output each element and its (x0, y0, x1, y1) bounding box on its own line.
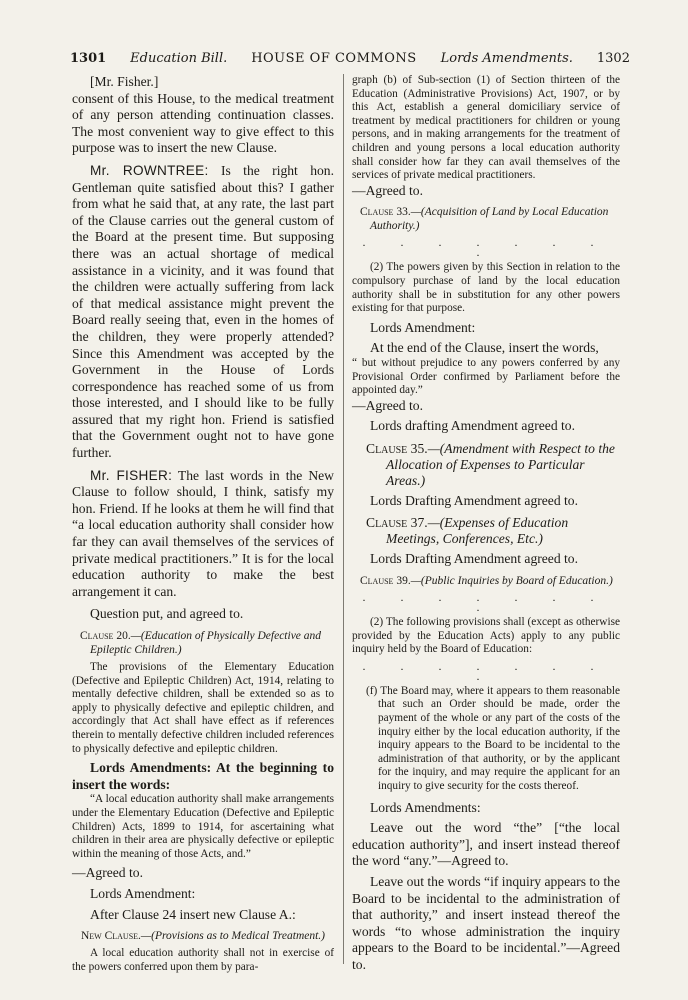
page-number-left: 1301 (70, 50, 107, 66)
lords-amendment-heading: Lords Amendment: (90, 885, 196, 901)
amendment-instruction: Leave out the word “the” [“the local education authority”], and insert instead thereof the word “any.”—Agreed to. (352, 820, 620, 869)
page-number-right: 1302 (596, 50, 630, 66)
amendment-text: “A local education authority shall make arrangements under the Elementary Education (Defective and Epileptic Children) Acts, 1899 to 1914, for ascertaining what children in their area are physically defective or epileptic within the meaning of those Acts, and.” (72, 793, 334, 860)
drafting-amendment-agreed: Lords Drafting Amendment agreed to. (370, 551, 579, 567)
speech-paragraph: Mr. ROWNTREE: Is the right hon. Gentleman quite satisfied about this? I gather from what he said that, at any rate, the last part of the Clause carries out the general custom of the Board at the present time. But supposing there was an actual shortage of medical assistance in a vicinity, and it was found that the children were actually suffering from lack of that medical assistance might prevent the Board really seeing that, even in the homes of the children, they were properly attended? Since this Amendment was accepted by the Government in the House of Lords correspondence has reached some of us from those interested, and I should like to be fully assured that my right hon. Friend is satisfied that the Government ought not to have gone further. (72, 162, 335, 461)
lords-amendments-heading: Lords Amendments: (370, 799, 481, 815)
clause-heading: Clause 35.—(Amendment with Respect to the Allocation of Expenses to Particular Areas.) (366, 440, 615, 488)
ellipsis-dots: . . . . . . . . (362, 590, 610, 615)
left-column (72, 74, 334, 974)
agreed-to: —Agreed to. (72, 865, 143, 881)
clause-subsection: (f) The Board may, where it appears to them reasonable that such an Order should be made, order the payment of the whole or any part of the costs of the inquiry either by the local education authority, if the inquiry appears to the Board to be incidental to the administration of that authority, or by the applicant for the inquiry, and may require the applicant for an inquiry to give security for the costs thereof. (366, 684, 620, 792)
running-title-right: Lords Amendments. (440, 50, 573, 66)
speech-paragraph: Mr. FISHER: The last words in the New Clause to follow should, I think, satisfy my hon. Friend. If he looks at them he will find that “a local education authority shall consider how far they can avail themselves of the services of private medical practitioners.” It is for the local education authority to make the best arrangement it can. (72, 467, 334, 599)
amendment-instruction: After Clause 24 insert new Clause A.: (90, 906, 296, 922)
question-put: Question put, and agreed to. (90, 606, 244, 622)
speaker-name: Mr. ROWNTREE: (90, 162, 209, 178)
amendment-instruction: Leave out the words “if inquiry appears to the Board to be incidental to the administration of that authority,” and insert instead thereof the words “to whose administration the inquiry appears to the Board to be incidental.”—Agreed to. (352, 873, 620, 972)
drafting-amendment-agreed: Lords drafting Amendment agreed to. (370, 418, 575, 434)
clause-heading: Clause 33.—(Acquisition of Land by Local Education Authority.) (360, 206, 609, 233)
column-divider (343, 74, 344, 964)
clause-heading: Clause 37.—(Expenses of Education Meetings, Conferences, Etc.) (366, 515, 569, 547)
right-column (352, 74, 620, 974)
running-title-center: HOUSE OF COMMONS (251, 50, 417, 66)
ellipsis-dots: . . . . . . . . (362, 235, 610, 260)
clause-text: (2) The following provisions shall (except as otherwise provided by the Education Acts) apply to any public inquiry held by the Board of Education: (352, 616, 620, 656)
agreed-to: —Agreed to. (352, 182, 423, 198)
speaker-name: Mr. FISHER: (90, 467, 173, 483)
clause-heading: Clause 20.—(Education of Physically Defective and Epileptic Children.) (80, 630, 322, 656)
amendment-text: “ but without prejudice to any powers conferred by any Provisional Order confirmed by Parliament before the appointed day.” (352, 356, 620, 397)
page-header (70, 48, 630, 68)
clause-text: A local education authority shall not in exercise of the powers conferred upon them by para- (72, 947, 334, 973)
speaker-continuation: [Mr. Fisher.] (90, 74, 159, 89)
lords-amendment-heading: Lords Amendment: (370, 319, 476, 335)
new-clause-heading: New Clause.—(Provisions as to Medical Treatment.) (80, 930, 326, 943)
drafting-amendment-agreed: Lords Drafting Amendment agreed to. (370, 492, 579, 508)
ellipsis-dots: . . . . . . . . (362, 658, 610, 683)
clause-heading: Clause 39.—(Public Inquiries by Board of Education.) (360, 575, 613, 588)
agreed-to: —Agreed to. (352, 397, 423, 413)
clause-text: (2) The powers given by this Section in relation to the compulsory purchase of land by the local education authority shall be in substitution for any other powers existing for that purpose. (352, 261, 620, 315)
running-title-left: Education Bill. (130, 50, 228, 66)
clause-text: The provisions of the Elementary Education (Defective and Epileptic Children) Act, 1914, relating to mentally defective children, shall be extended so as to apply to physically defective and epileptic children, and accordingly that Act shall have effect as if references therein to mentally defective children included references to physically defective and epileptic children. (72, 661, 334, 755)
amendment-instruction: At the end of the Clause, insert the words, (370, 340, 599, 356)
paragraph: consent of this House, to the medical treatment of any person attending continuation classes. The most convenient way to give effect to this purpose was to insert the new Clause. (72, 90, 334, 156)
clause-text-continued: graph (b) of Sub-section (1) of Section thirteen of the Education (Administrative Provisions) Act, 1907, or by this Act, establish a general domiciliary service of treatment by medical practitioners for children or young persons, and in making arrangements for the treatment of children and young persons a local education authority shall consider how far they can avail themselves of the services of private medical practitioners. (352, 74, 620, 182)
lords-amendments-heading: Lords Amendments: At the beginning to insert the words: (72, 760, 334, 792)
